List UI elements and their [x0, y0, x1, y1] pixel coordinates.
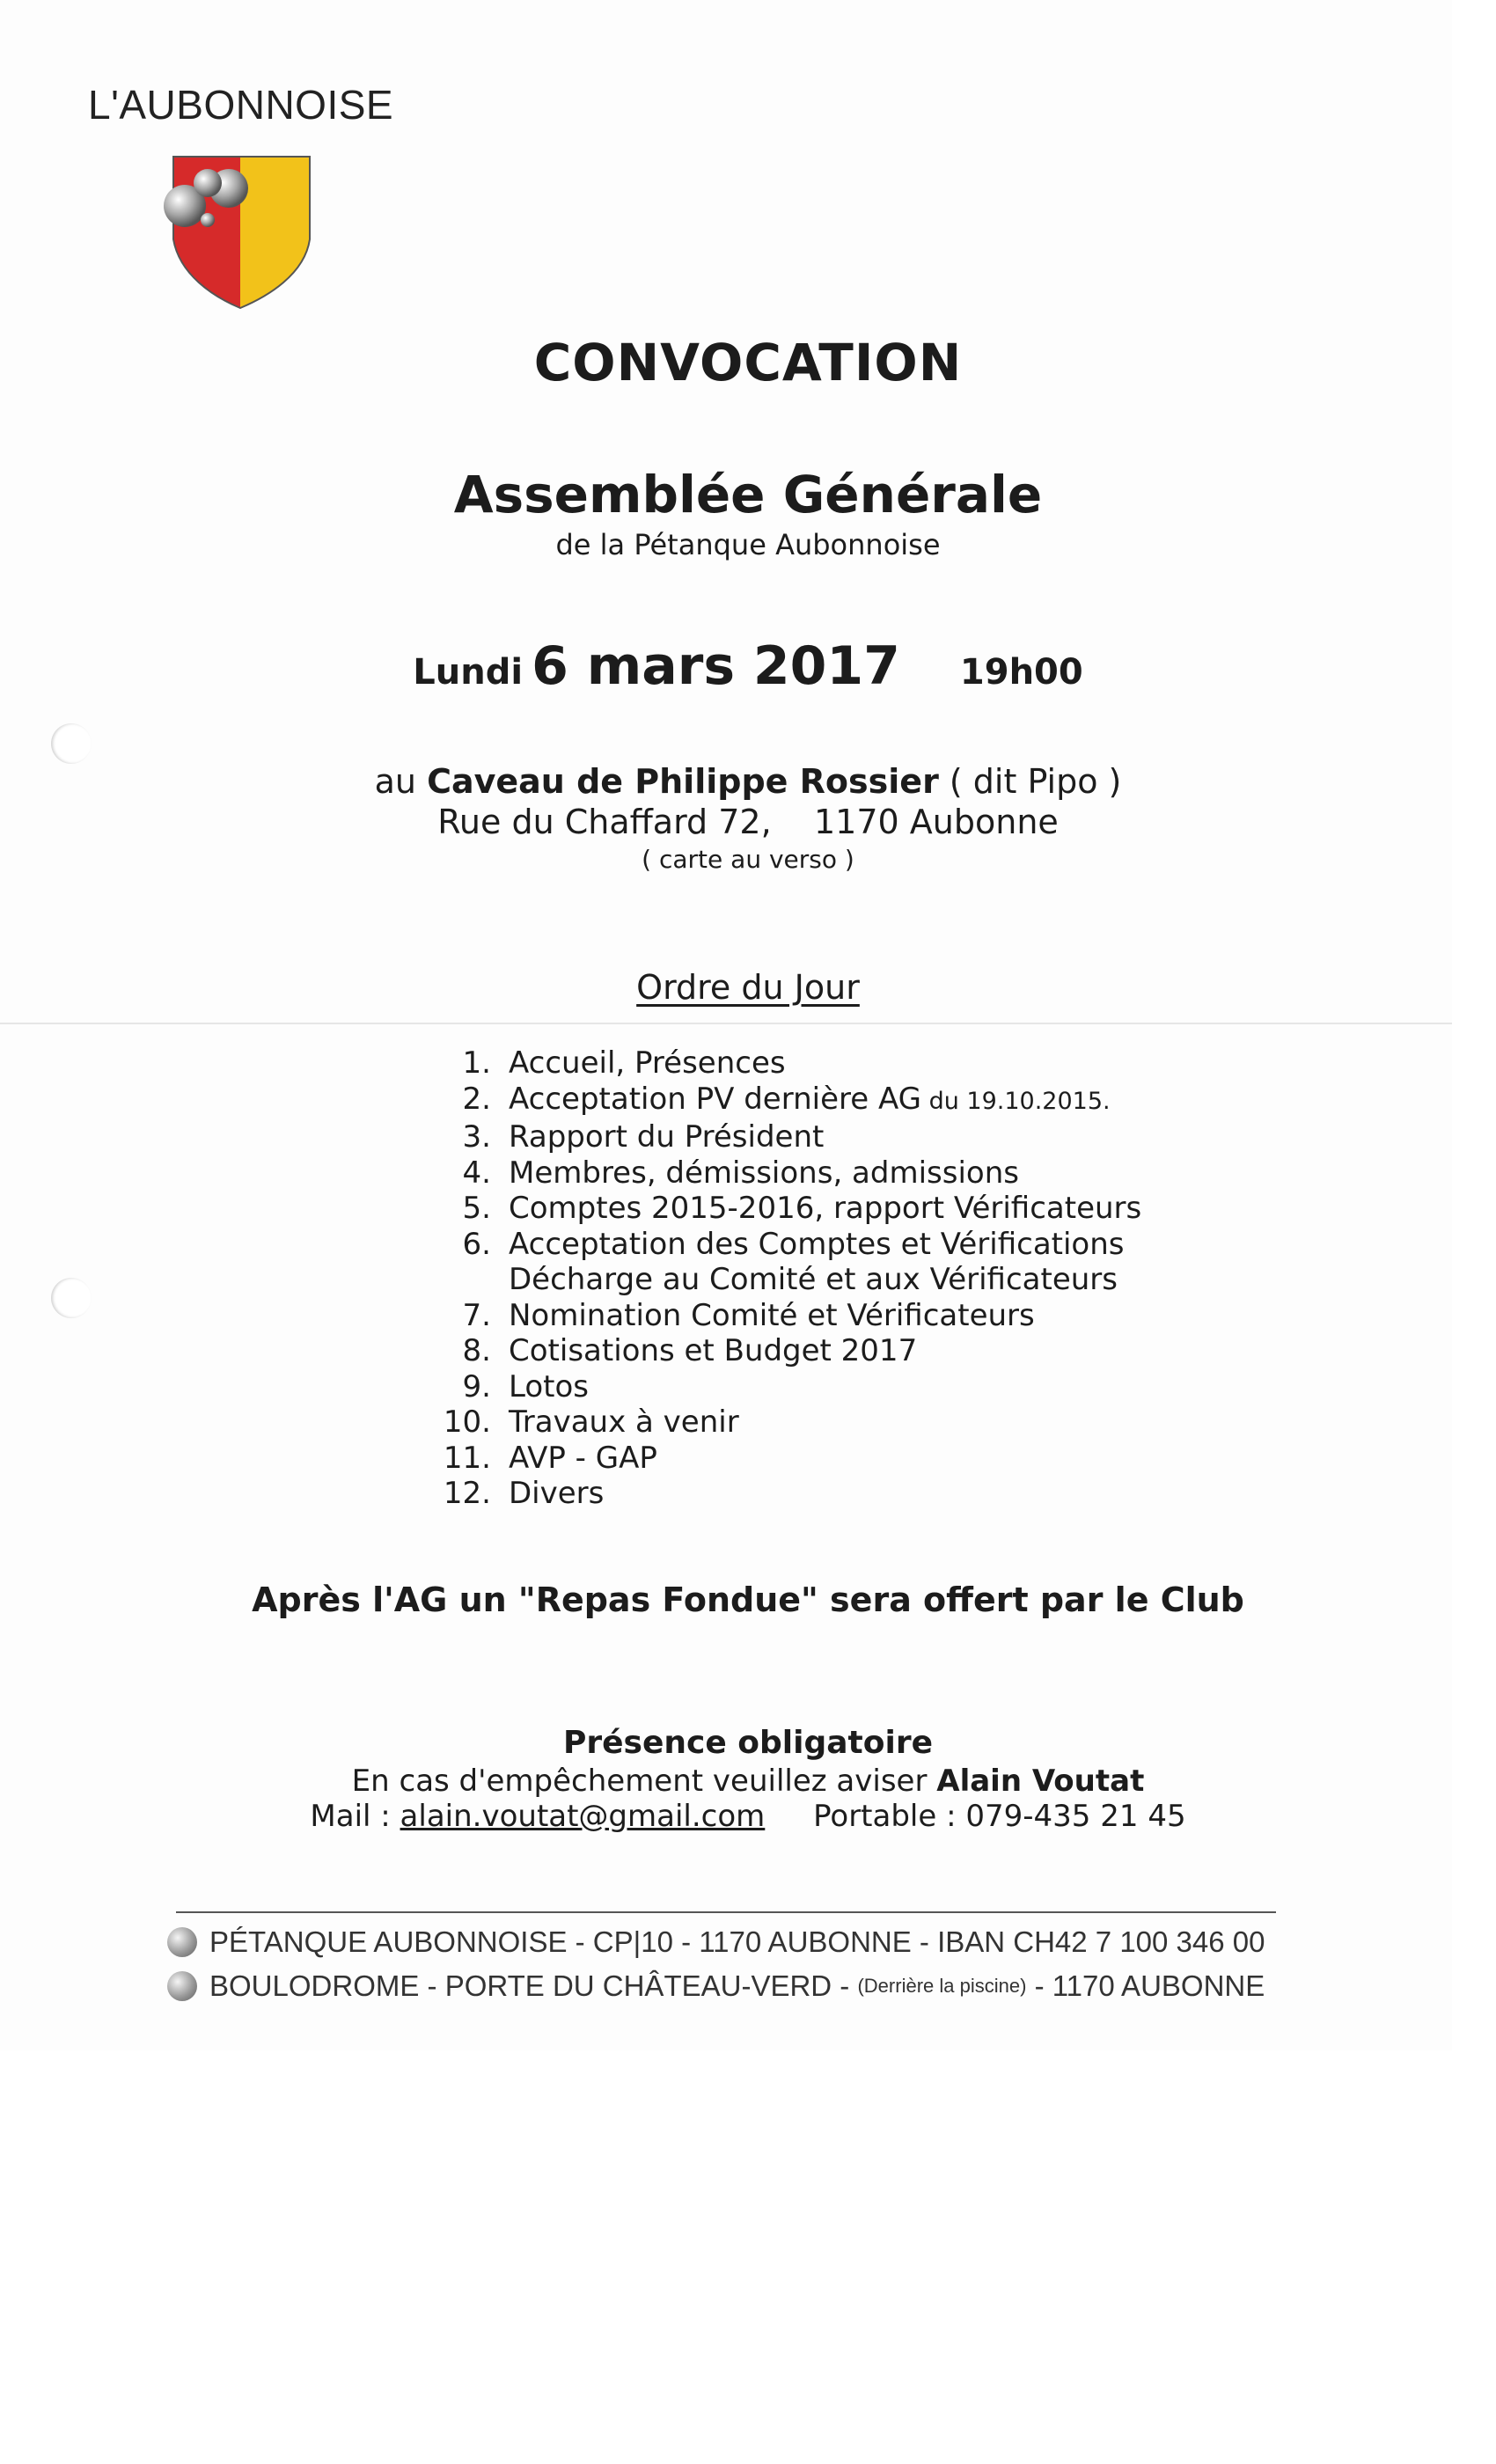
contact-notice-text: En cas d'empêchement veuillez aviser — [351, 1764, 928, 1799]
footer-line-club: PÉTANQUE AUBONNOISE - CP|10 - 1170 AUBONNE - IBAN CH42 7 100 346 00 — [167, 1925, 1265, 1959]
mail-label: Mail : — [310, 1799, 391, 1834]
email-link[interactable]: alain.voutat@gmail.com — [400, 1799, 766, 1834]
document-title: CONVOCATION — [533, 333, 963, 392]
paper-fold-line — [0, 1023, 1452, 1024]
meeting-day: 6 mars 2017 — [532, 635, 900, 697]
presence-title: Présence obligatoire — [562, 1725, 933, 1761]
agenda-item: 12. Divers — [443, 1476, 605, 1511]
agenda-item: 11. AVP - GAP — [443, 1440, 657, 1476]
meeting-date — [0, 635, 1496, 697]
venue-prefix: au — [374, 762, 416, 801]
club-brand: L'AUBONNOISE — [88, 82, 394, 128]
punch-hole-top — [51, 723, 92, 764]
venue-address: Rue du Chaffard 72, 1170 Aubonne — [437, 803, 1059, 841]
agenda-item: 8. Cotisations et Budget 2017 — [462, 1333, 918, 1368]
venue-nickname: ( dit Pipo ) — [949, 762, 1122, 801]
petanque-ball-icon — [167, 1971, 197, 2001]
agenda-item: 1. Accueil, Présences — [462, 1045, 786, 1081]
phone-number: 079-435 21 45 — [965, 1799, 1186, 1834]
map-note: ( carte au verso ) — [642, 845, 854, 874]
petanque-ball-icon — [167, 1927, 197, 1957]
contact-notice — [0, 1764, 1496, 1799]
meeting-time: 19h00 — [959, 652, 1083, 693]
venue-name-line — [0, 762, 1496, 801]
meeting-weekday: Lundi — [413, 652, 524, 693]
agenda-item: 7. Nomination Comité et Vérificateurs — [462, 1297, 1035, 1333]
organization-name: de la Pétanque Aubonnoise — [555, 528, 941, 561]
agenda-list — [414, 1045, 1294, 1512]
footer-line-boulodrome: BOULODROME - PORTE DU CHÂTEAU-VERD - (Derrière la piscine) - 1170 AUBONNE — [167, 1969, 1265, 2003]
agenda-title: Ordre du Jour — [636, 968, 860, 1007]
agenda-note: du 19.10.2015. — [920, 1087, 1111, 1115]
agenda-item: Décharge au Comité et aux Vérificateurs — [509, 1262, 1118, 1297]
footer-divider — [176, 1911, 1276, 1913]
agenda-item: 10. Travaux à venir — [443, 1404, 739, 1440]
agenda-item: 5. Comptes 2015-2016, rapport Vérificateurs — [462, 1191, 1142, 1226]
phone-label: Portable : — [813, 1799, 957, 1834]
contact-details — [0, 1799, 1496, 1834]
agenda-item: 3. Rapport du Président — [462, 1119, 825, 1155]
meeting-title: Assemblée Générale — [453, 465, 1043, 524]
petanque-crest-icon — [151, 151, 327, 319]
agenda-item: 9. Lotos — [462, 1368, 589, 1404]
agenda-item: 6. Acceptation des Comptes et Vérifications — [462, 1226, 1125, 1262]
venue-name: Caveau de Philippe Rossier — [427, 762, 939, 801]
agenda-item: 2. Acceptation PV dernière AG du 19.10.2015. — [462, 1081, 1111, 1117]
punch-hole-bottom — [51, 1278, 92, 1318]
fondue-announcement: Après l'AG un "Repas Fondue" sera offert par le Club — [252, 1580, 1244, 1619]
agenda-item: 4. Membres, démissions, admissions — [462, 1155, 1019, 1191]
contact-person: Alain Voutat — [936, 1764, 1145, 1799]
